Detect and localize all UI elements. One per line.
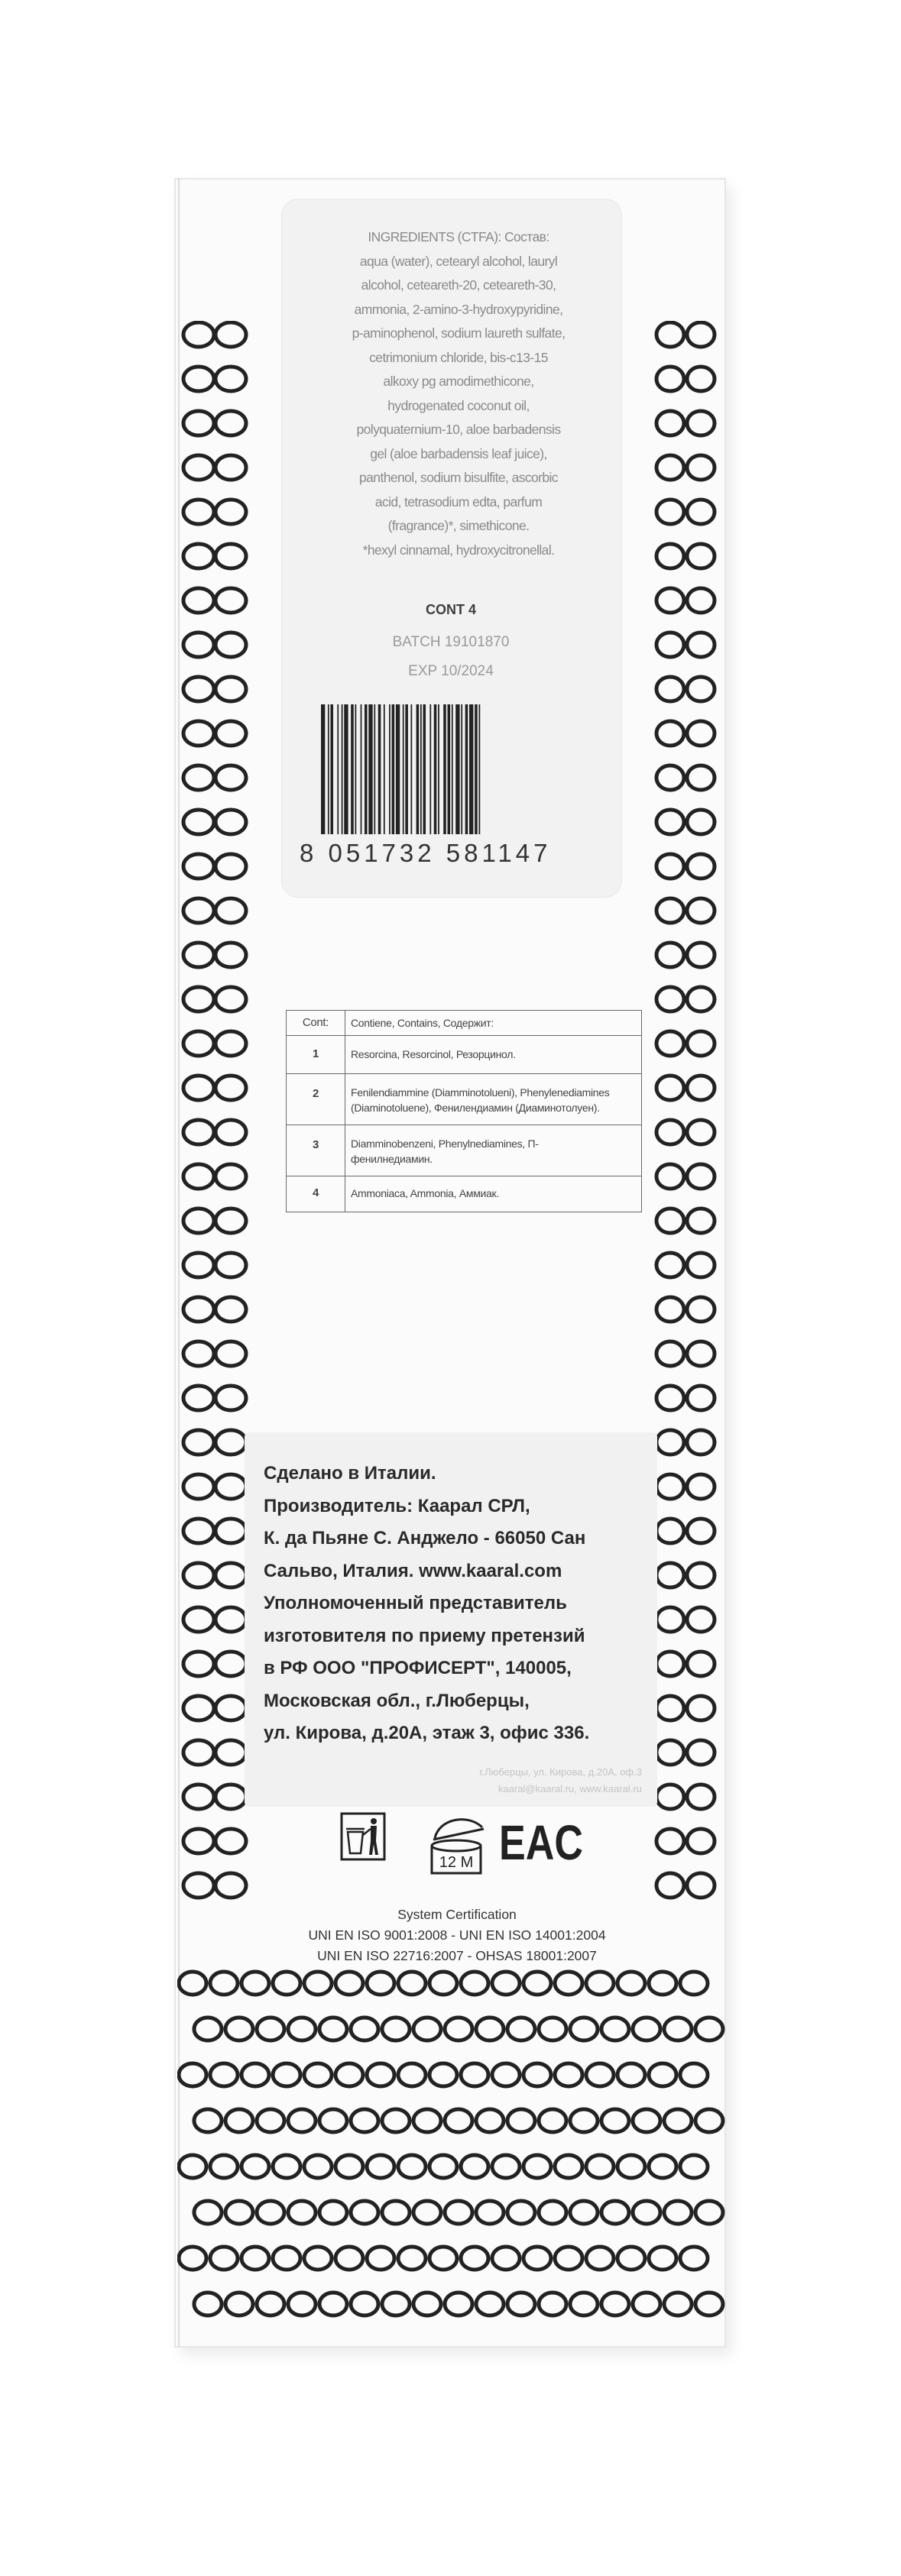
ingredients-line: alkoxy pg amodimethicone, <box>383 374 534 389</box>
table-row <box>287 1176 642 1212</box>
info-line: Сделано в Италии. <box>264 1463 436 1484</box>
ingredients-line: cetrimonium chloride, bis-c13-15 <box>369 349 548 365</box>
table-cell: Cont: <box>287 1011 345 1036</box>
open-jar-icon <box>432 1820 484 1873</box>
table-row <box>287 1036 642 1074</box>
trash-bin-icon <box>342 1814 384 1859</box>
ingredients-line: hydrogenated coconut oil, <box>387 397 530 413</box>
cont-code: CONT 4 <box>425 602 476 617</box>
table-row <box>287 1074 642 1125</box>
info-line: Сальво, Италия. www.kaaral.com <box>264 1560 562 1581</box>
pao-label: 12 M <box>439 1854 474 1871</box>
info-line: Производитель: Каарал СРЛ, <box>264 1495 530 1516</box>
ingredients-line: ammonia, 2-amino-3-hydroxypyridine, <box>354 301 563 317</box>
barcode-number: 8 051732 581147 <box>300 839 552 867</box>
info-line: в РФ ООО "ПРОФИСЕРТ", 140005, <box>264 1658 572 1678</box>
expiry-date: EXP 10/2024 <box>408 663 494 679</box>
info-line: изготовителя по приему претензий <box>264 1625 585 1646</box>
table-cell: 3 <box>287 1125 345 1176</box>
barcode <box>321 704 605 842</box>
russian-info-text <box>264 1458 646 1750</box>
certification-title: System Certification <box>397 1907 517 1922</box>
left-loop-pattern <box>177 321 254 1933</box>
info-line: ул. Кирова, д.20А, этаж 3, офис 336. <box>264 1723 590 1743</box>
certification-line: UNI EN ISO 9001:2008 - UNI EN ISO 14001:2004 <box>308 1927 606 1943</box>
eac-mark <box>499 1815 583 1870</box>
table-cell: Diamminobenzeni, Phenylnediamines, П-фенилнедиамин. <box>345 1125 642 1176</box>
eac-label: EAC <box>499 1815 583 1870</box>
right-loop-pattern <box>653 321 726 1933</box>
ingredients-line: aqua (water), cetearyl alcohol, lauryl <box>359 253 558 269</box>
bottom-loop-pattern <box>177 1963 726 2345</box>
table-cell: 4 <box>287 1176 345 1212</box>
ingredients-line: gel (aloe barbadensis leaf juice), <box>370 445 547 461</box>
batch-code: BATCH 19101870 <box>392 634 510 650</box>
table-row <box>287 1125 642 1176</box>
ingredients-line: alcohol, ceteareth-20, ceteareth-30, <box>361 277 556 293</box>
ingredients-line: acid, tetrasodium edta, parfum <box>374 494 543 510</box>
ingredients-line: *hexyl cinnamal, hydroxycitronellal. <box>362 542 555 558</box>
table-cell: Resorcina, Resorcinol, Резорцинол. <box>345 1036 642 1074</box>
ingredients-line: (fragrance)*, simethicone. <box>387 518 530 533</box>
certification-line: UNI EN ISO 22716:2007 - OHSAS 18001:2007 <box>317 1948 597 1963</box>
table-cell: 1 <box>287 1036 345 1074</box>
info-line: Уполномоченный представитель <box>264 1593 567 1613</box>
table-header-row <box>287 1011 642 1036</box>
compliance-icons <box>340 1811 600 1881</box>
table-cell: 2 <box>287 1074 345 1125</box>
ingredients-line: INGREDIENTS (CTFA): Состав: <box>368 229 549 244</box>
table-cell: Ammoniaca, Ammonia, Аммиак. <box>345 1176 642 1212</box>
ingredients-line: panthenol, sodium bisulfite, ascorbic <box>359 470 558 485</box>
ingredients-text <box>309 225 608 562</box>
contents-table <box>286 1010 642 1212</box>
table-cell: Contiene, Contains, Содержит: <box>345 1011 642 1036</box>
info-line: Московская обл., г.Люберцы, <box>264 1690 530 1711</box>
certification-block <box>266 1904 648 1966</box>
ingredients-line: p-aminophenol, sodium laureth sulfate, <box>352 325 566 341</box>
faded-address: г.Люберцы, ул. Кирова, д.20А, оф.3 <box>479 1766 642 1778</box>
ingredients-line: polyquaternium-10, aloe barbadensis <box>356 422 561 437</box>
table-cell: Fenilendiammine (Diamminotolueni), Phenylenediamines (Diaminotoluene), Фенилендиамин (Диаминотолуен). <box>345 1074 642 1125</box>
info-line: К. да Пьяне С. Анджело - 66050 Сан <box>264 1528 586 1549</box>
faded-contact: kaaral@kaaral.ru, www.kaaral.ru <box>497 1783 642 1794</box>
